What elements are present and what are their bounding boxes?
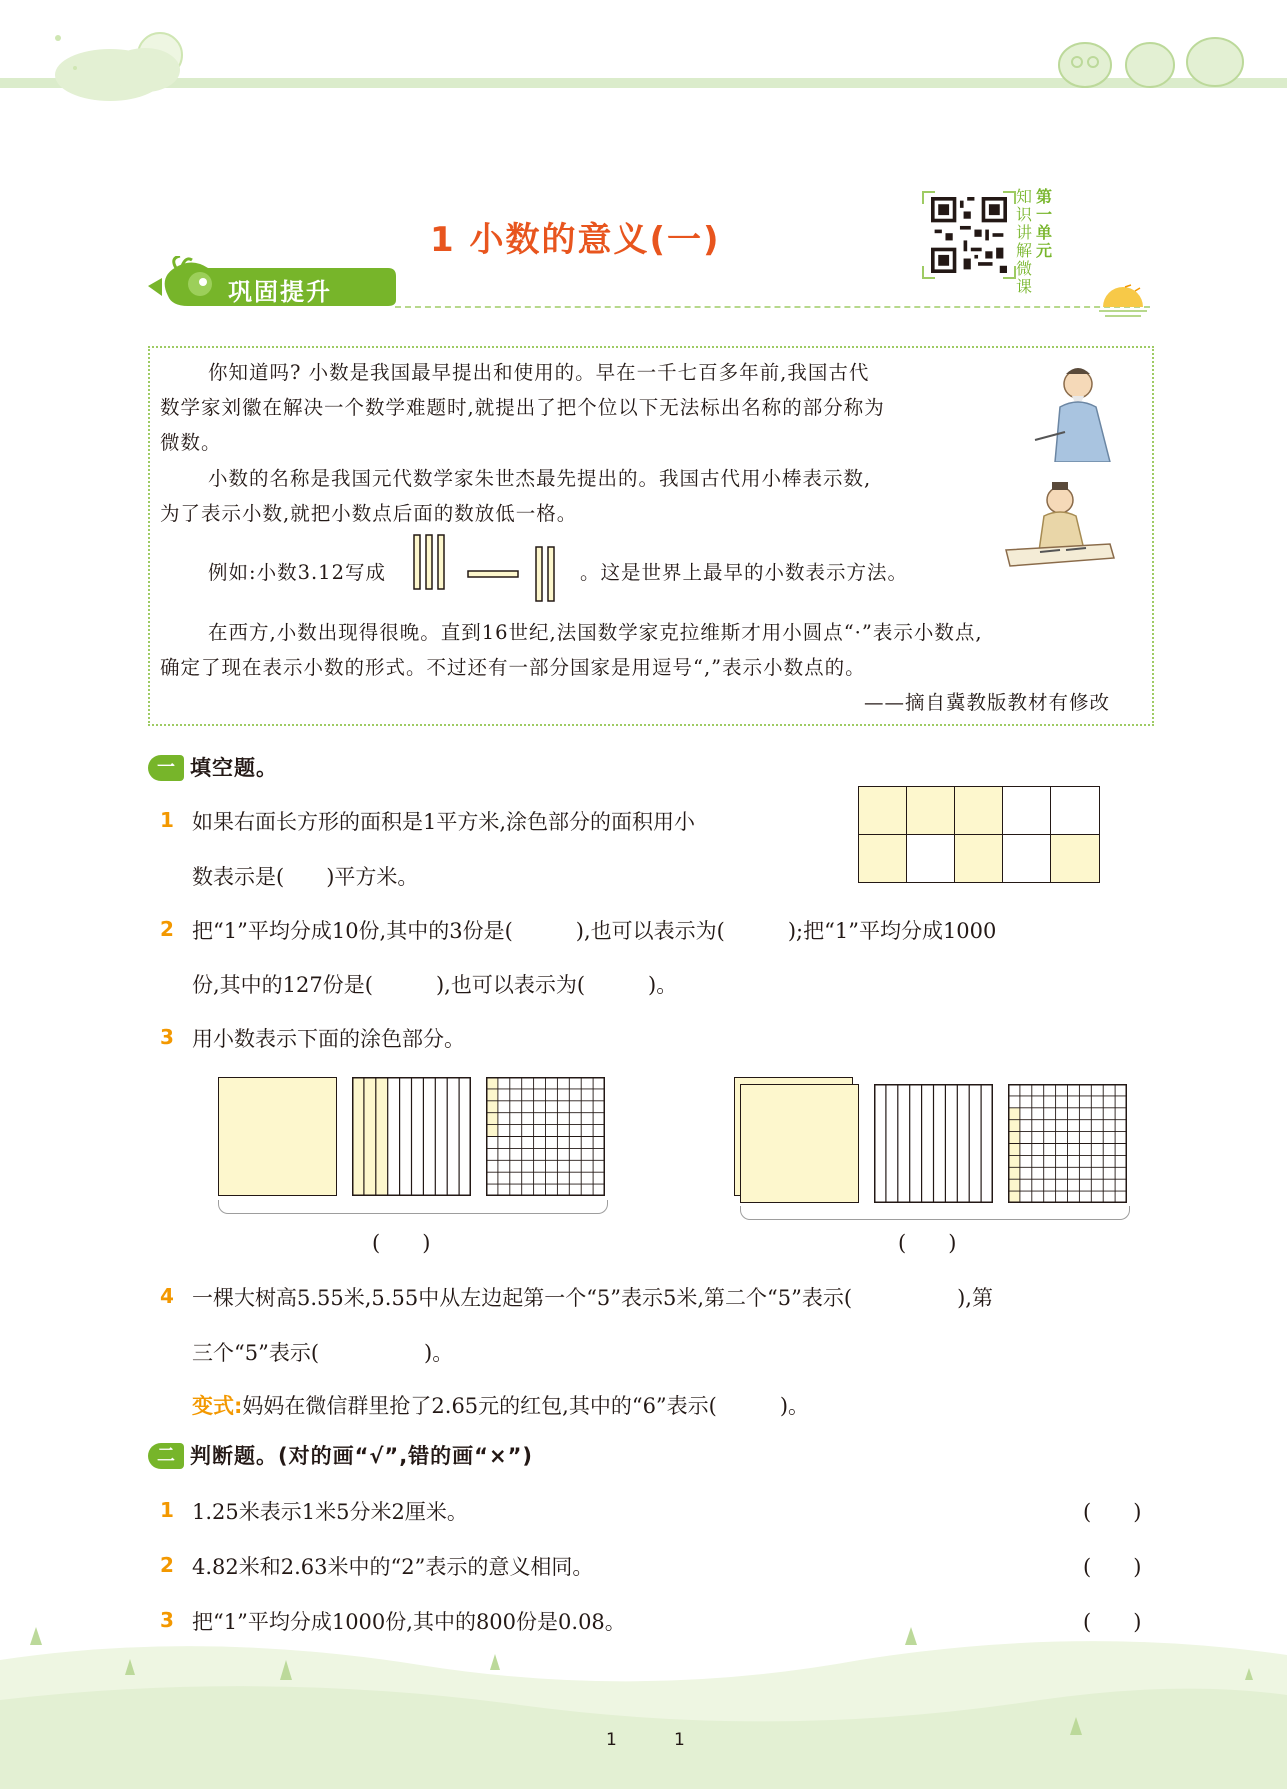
grid-cell-shaded [955,835,1003,883]
cloud-sun-decoration [40,20,200,105]
grid-cell-shaded [907,787,955,835]
judge-1-number: 1 [160,1498,174,1522]
info-p3-line1: 在西方,小数出现得很晚。直到16世纪,法国数学家克拉维斯才用小圆点“·”表示小数点, [208,621,983,644]
info-example-suffix: 。这是世界上最早的小数表示方法。 [580,561,909,584]
section-banner-label: 巩固提升 [228,278,332,306]
right-group-brace [740,1206,1130,1220]
q1-line2: 数表示是( )平方米。 [192,865,419,889]
q4-line1: 一棵大树高5.55米,5.55中从左边起第一个“5”表示5米,第二个“5”表示( ),第 [192,1286,993,1310]
whole-square-front [740,1084,859,1203]
grid-cell-shaded [1051,835,1099,883]
q1-line1: 如果右面长方形的面积是1平方米,涂色部分的面积用小 [192,810,696,834]
counting-rods-figure [412,533,572,605]
scholar-liuhui-illustration [1030,362,1115,462]
info-p1-line1: 你知道吗? 小数是我国最早提出和使用的。早在一千七百多年前,我国古代 [208,361,870,384]
page-title: 1 小数的意义(一) [430,220,721,260]
grid-cell-shaded [859,835,907,883]
whole-square-shaded [218,1077,337,1196]
grid-cell-shaded [955,787,1003,835]
judge-3-number: 3 [160,1608,174,1632]
q3-answer-left: ( ) [372,1231,431,1255]
q3-text: 用小数表示下面的涂色部分。 [192,1027,465,1051]
info-p2-line2: 为了表示小数,就把小数点后面的数放低一格。 [160,502,578,525]
judge-2-text: 4.82米和2.63米中的“2”表示的意义相同。 [192,1555,594,1579]
rectangle-10-grid [858,786,1100,883]
grid-cell [1003,835,1051,883]
q3-number: 3 [160,1025,174,1049]
q4-number: 4 [160,1284,174,1308]
judge-3-answer[interactable]: ( ) [1083,1610,1142,1634]
variant-question [192,1390,809,1420]
hills-decoration [0,1620,1287,1789]
variant-label: 变式: [192,1394,243,1418]
section-2-title: 判断题。(对的画“√”,错的画“×”) [190,1444,533,1468]
q1-number: 1 [160,808,174,832]
hundredths-square-partial [1008,1084,1127,1203]
q2-number: 2 [160,917,174,941]
section-1-title: 填空题。 [190,756,278,780]
hundredths-square [486,1077,605,1196]
tenths-square-empty [874,1084,993,1203]
animals-decoration [1055,20,1255,90]
grid-cell-shaded [859,787,907,835]
left-group-brace [218,1200,608,1214]
info-p2-line1: 小数的名称是我国元代数学家朱世杰最先提出的。我国古代用小棒表示数, [208,467,872,490]
variant-text: 妈妈在微信群里抢了2.65元的红包,其中的“6”表示( )。 [242,1394,810,1418]
q2-line1: 把“1”平均分成10份,其中的3份是( ),也可以表示为( );把“1”平均分成1000 [192,919,997,943]
judge-2-number: 2 [160,1553,174,1577]
grid-cell [1003,787,1051,835]
info-source: ——摘自冀教版教材有修改 [864,691,1111,714]
sunset-icon [1095,283,1151,319]
grid-cell [1051,787,1099,835]
qr-caption-col1: 知 识 讲 解 微 课 [1015,187,1032,296]
banner-dashed-line [395,306,1150,308]
qr-caption-col2: 第 一 单 元 [1035,187,1052,260]
q3-answer-right: ( ) [898,1231,957,1255]
page-number-left: 1 [606,1730,617,1750]
grid-cell [907,835,955,883]
section-2-badge: 二 [148,1443,184,1469]
judge-1-text: 1.25米表示1米5分米2厘米。 [192,1500,468,1524]
qr-frame [921,190,1017,280]
tenths-square [352,1077,471,1196]
section-1-badge: 一 [148,755,184,781]
info-example-prefix: 例如:小数3.12写成 [208,561,386,584]
judge-1-answer[interactable]: ( ) [1083,1500,1142,1524]
info-p3-line2: 确定了现在表示小数的形式。不过还有一部分国家是用逗号“,”表示小数点的。 [160,656,866,679]
info-p1-line3: 微数。 [160,431,222,454]
judge-2-answer[interactable]: ( ) [1083,1555,1142,1579]
page-number-right: 1 [674,1730,685,1750]
info-p1-line2: 数学家刘徽在解决一个数学难题时,就提出了把个位以下无法标出名称的部分称为 [160,396,885,419]
q2-line2: 份,其中的127份是( ),也可以表示为( )。 [192,973,678,997]
scholar-zhushijie-illustration [1000,478,1120,578]
judge-3-text: 把“1”平均分成1000份,其中的800份是0.08。 [192,1610,626,1634]
q4-line2: 三个“5”表示( )。 [192,1341,454,1365]
